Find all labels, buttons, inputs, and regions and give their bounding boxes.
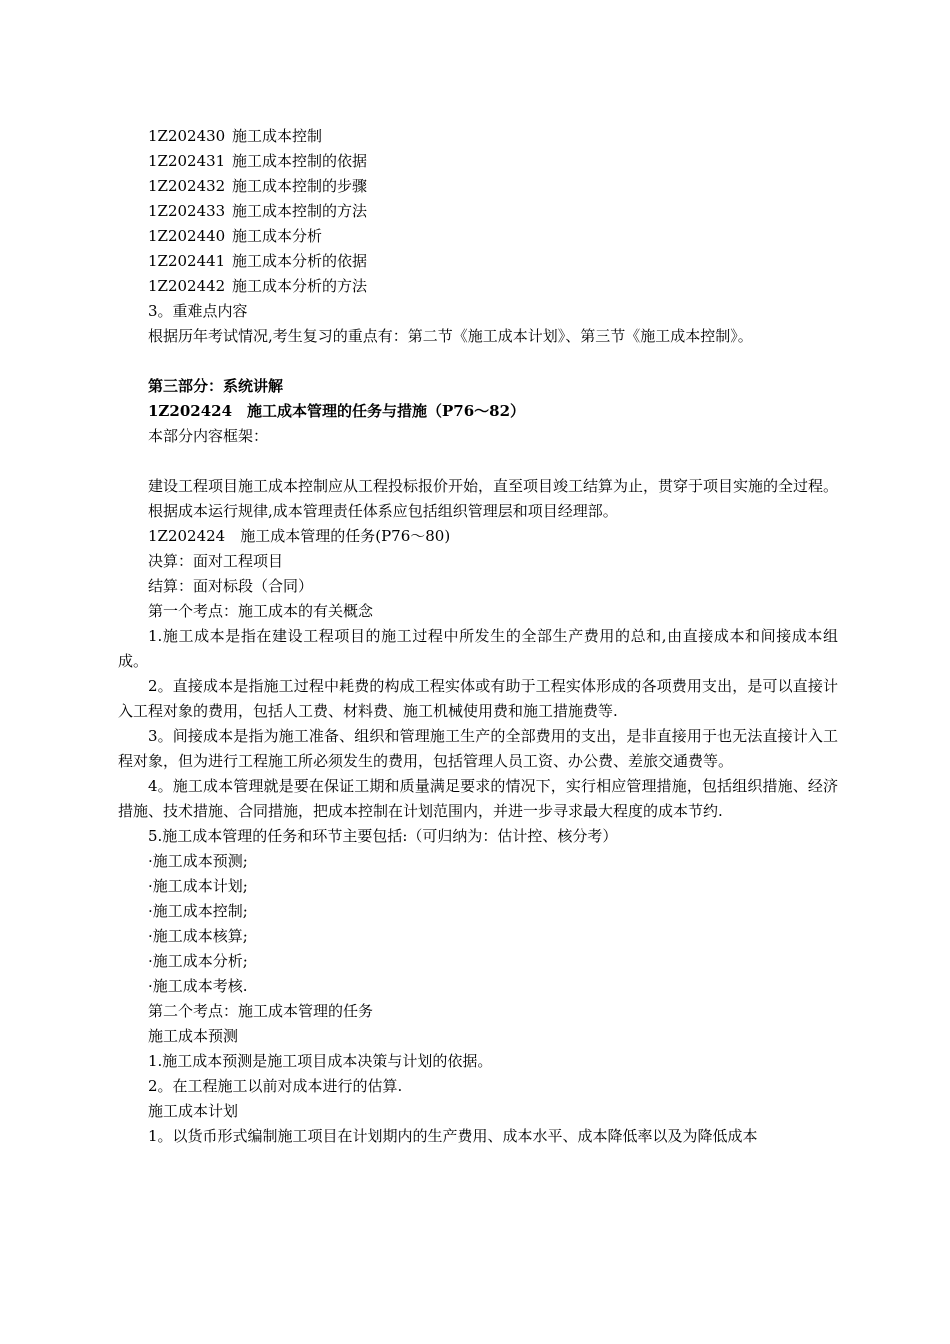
paragraph: 1.施工成本是指在建设工程项目的施工过程中所发生的全部生产费用的总和,由直接成本和间接成本组成。 xyxy=(118,627,838,670)
paragraph: 1。以货币形式编制施工项目在计划期内的生产费用、成本水平、成本降低率以及为降低成本 xyxy=(148,1127,758,1145)
subtopic-heading: 施工成本计划 xyxy=(148,1102,239,1120)
paragraph: 5.施工成本管理的任务和环节主要包括:（可归纳为：估计控、核分考） xyxy=(148,827,618,845)
toc-item xyxy=(118,274,838,299)
document-body xyxy=(118,124,838,1149)
toc-item xyxy=(118,224,838,249)
toc-code: 1Z202430 xyxy=(148,127,226,145)
paragraph: 结算：面对标段（合同） xyxy=(148,577,314,595)
exam-point-heading: 第二个考点：施工成本管理的任务 xyxy=(148,1002,374,1020)
paragraph: 建设工程项目施工成本控制应从工程投标报价开始，直至项目竣工结算为止，贯穿于项目实施的全过程。 xyxy=(148,477,839,495)
toc-code: 1Z202433 xyxy=(148,202,226,220)
toc-item xyxy=(118,124,838,149)
toc-code: 1Z202442 xyxy=(148,277,226,295)
spacer xyxy=(118,349,838,374)
part-heading: 第三部分：系统讲解 xyxy=(148,377,284,395)
bullet-item: ·施工成本考核. xyxy=(148,977,248,995)
toc-code: 1Z202431 xyxy=(148,152,226,170)
toc-title: 施工成本分析的依据 xyxy=(232,252,368,270)
toc-title: 施工成本分析的方法 xyxy=(232,277,368,295)
subsection-heading: 1Z202424 施工成本管理的任务(P76～80) xyxy=(148,527,451,545)
paragraph: 2。在工程施工以前对成本进行的估算. xyxy=(148,1077,403,1095)
paragraph: 1.施工成本预测是施工项目成本决策与计划的依据。 xyxy=(148,1052,493,1070)
paragraph: 根据成本运行规律,成本管理责任体系应包括组织管理层和项目经理部。 xyxy=(148,502,618,520)
toc-item xyxy=(118,174,838,199)
paragraph: 2。直接成本是指施工过程中耗费的构成工程实体或有助于工程实体形成的各项费用支出，是可以直接计入工程对象的费用，包括人工费、材料费、施工机械使用费和施工措施费等. xyxy=(118,677,838,720)
framework-label: 本部分内容框架： xyxy=(148,427,269,445)
toc-item xyxy=(118,149,838,174)
toc-item xyxy=(118,249,838,274)
toc-item xyxy=(118,199,838,224)
paragraph: 决算：面对工程项目 xyxy=(148,552,284,570)
toc-code: 1Z202432 xyxy=(148,177,226,195)
paragraph: 4。施工成本管理就是要在保证工期和质量满足要求的情况下，实行相应管理措施，包括组织措施、经济措施、技术措施、合同措施，把成本控制在计划范围内，并进一步寻求最大程度的成本节约. xyxy=(118,777,838,820)
paragraph: 3。间接成本是指为施工准备、组织和管理施工生产的全部费用的支出，是非直接用于也无法直接计入工程对象，但为进行工程施工所必须发生的费用，包括管理人员工资、办公费、差旅交通费等。 xyxy=(118,727,838,770)
bullet-item: ·施工成本核算; xyxy=(148,927,248,945)
toc-title: 施工成本控制 xyxy=(232,127,323,145)
toc-title: 施工成本分析 xyxy=(232,227,323,245)
toc-title: 施工成本控制的依据 xyxy=(232,152,368,170)
spacer xyxy=(118,449,838,474)
subtopic-heading: 施工成本预测 xyxy=(148,1027,239,1045)
toc-code: 1Z202441 xyxy=(148,252,226,270)
toc-title: 施工成本控制的步骤 xyxy=(232,177,368,195)
exam-point-heading: 第一个考点：施工成本的有关概念 xyxy=(148,602,374,620)
toc-code: 1Z202440 xyxy=(148,227,226,245)
bullet-item: ·施工成本计划; xyxy=(148,877,248,895)
toc-title: 施工成本控制的方法 xyxy=(232,202,368,220)
section-heading: 1Z202424 施工成本管理的任务与措施（P76～82） xyxy=(148,402,526,420)
key-points-text: 根据历年考试情况,考生复习的重点有：第二节《施工成本计划》、第三节《施工成本控制》。 xyxy=(148,327,753,345)
key-points-heading: 3。重难点内容 xyxy=(148,302,248,320)
bullet-item: ·施工成本分析; xyxy=(148,952,248,970)
bullet-item: ·施工成本预测; xyxy=(148,852,248,870)
bullet-item: ·施工成本控制; xyxy=(148,902,248,920)
